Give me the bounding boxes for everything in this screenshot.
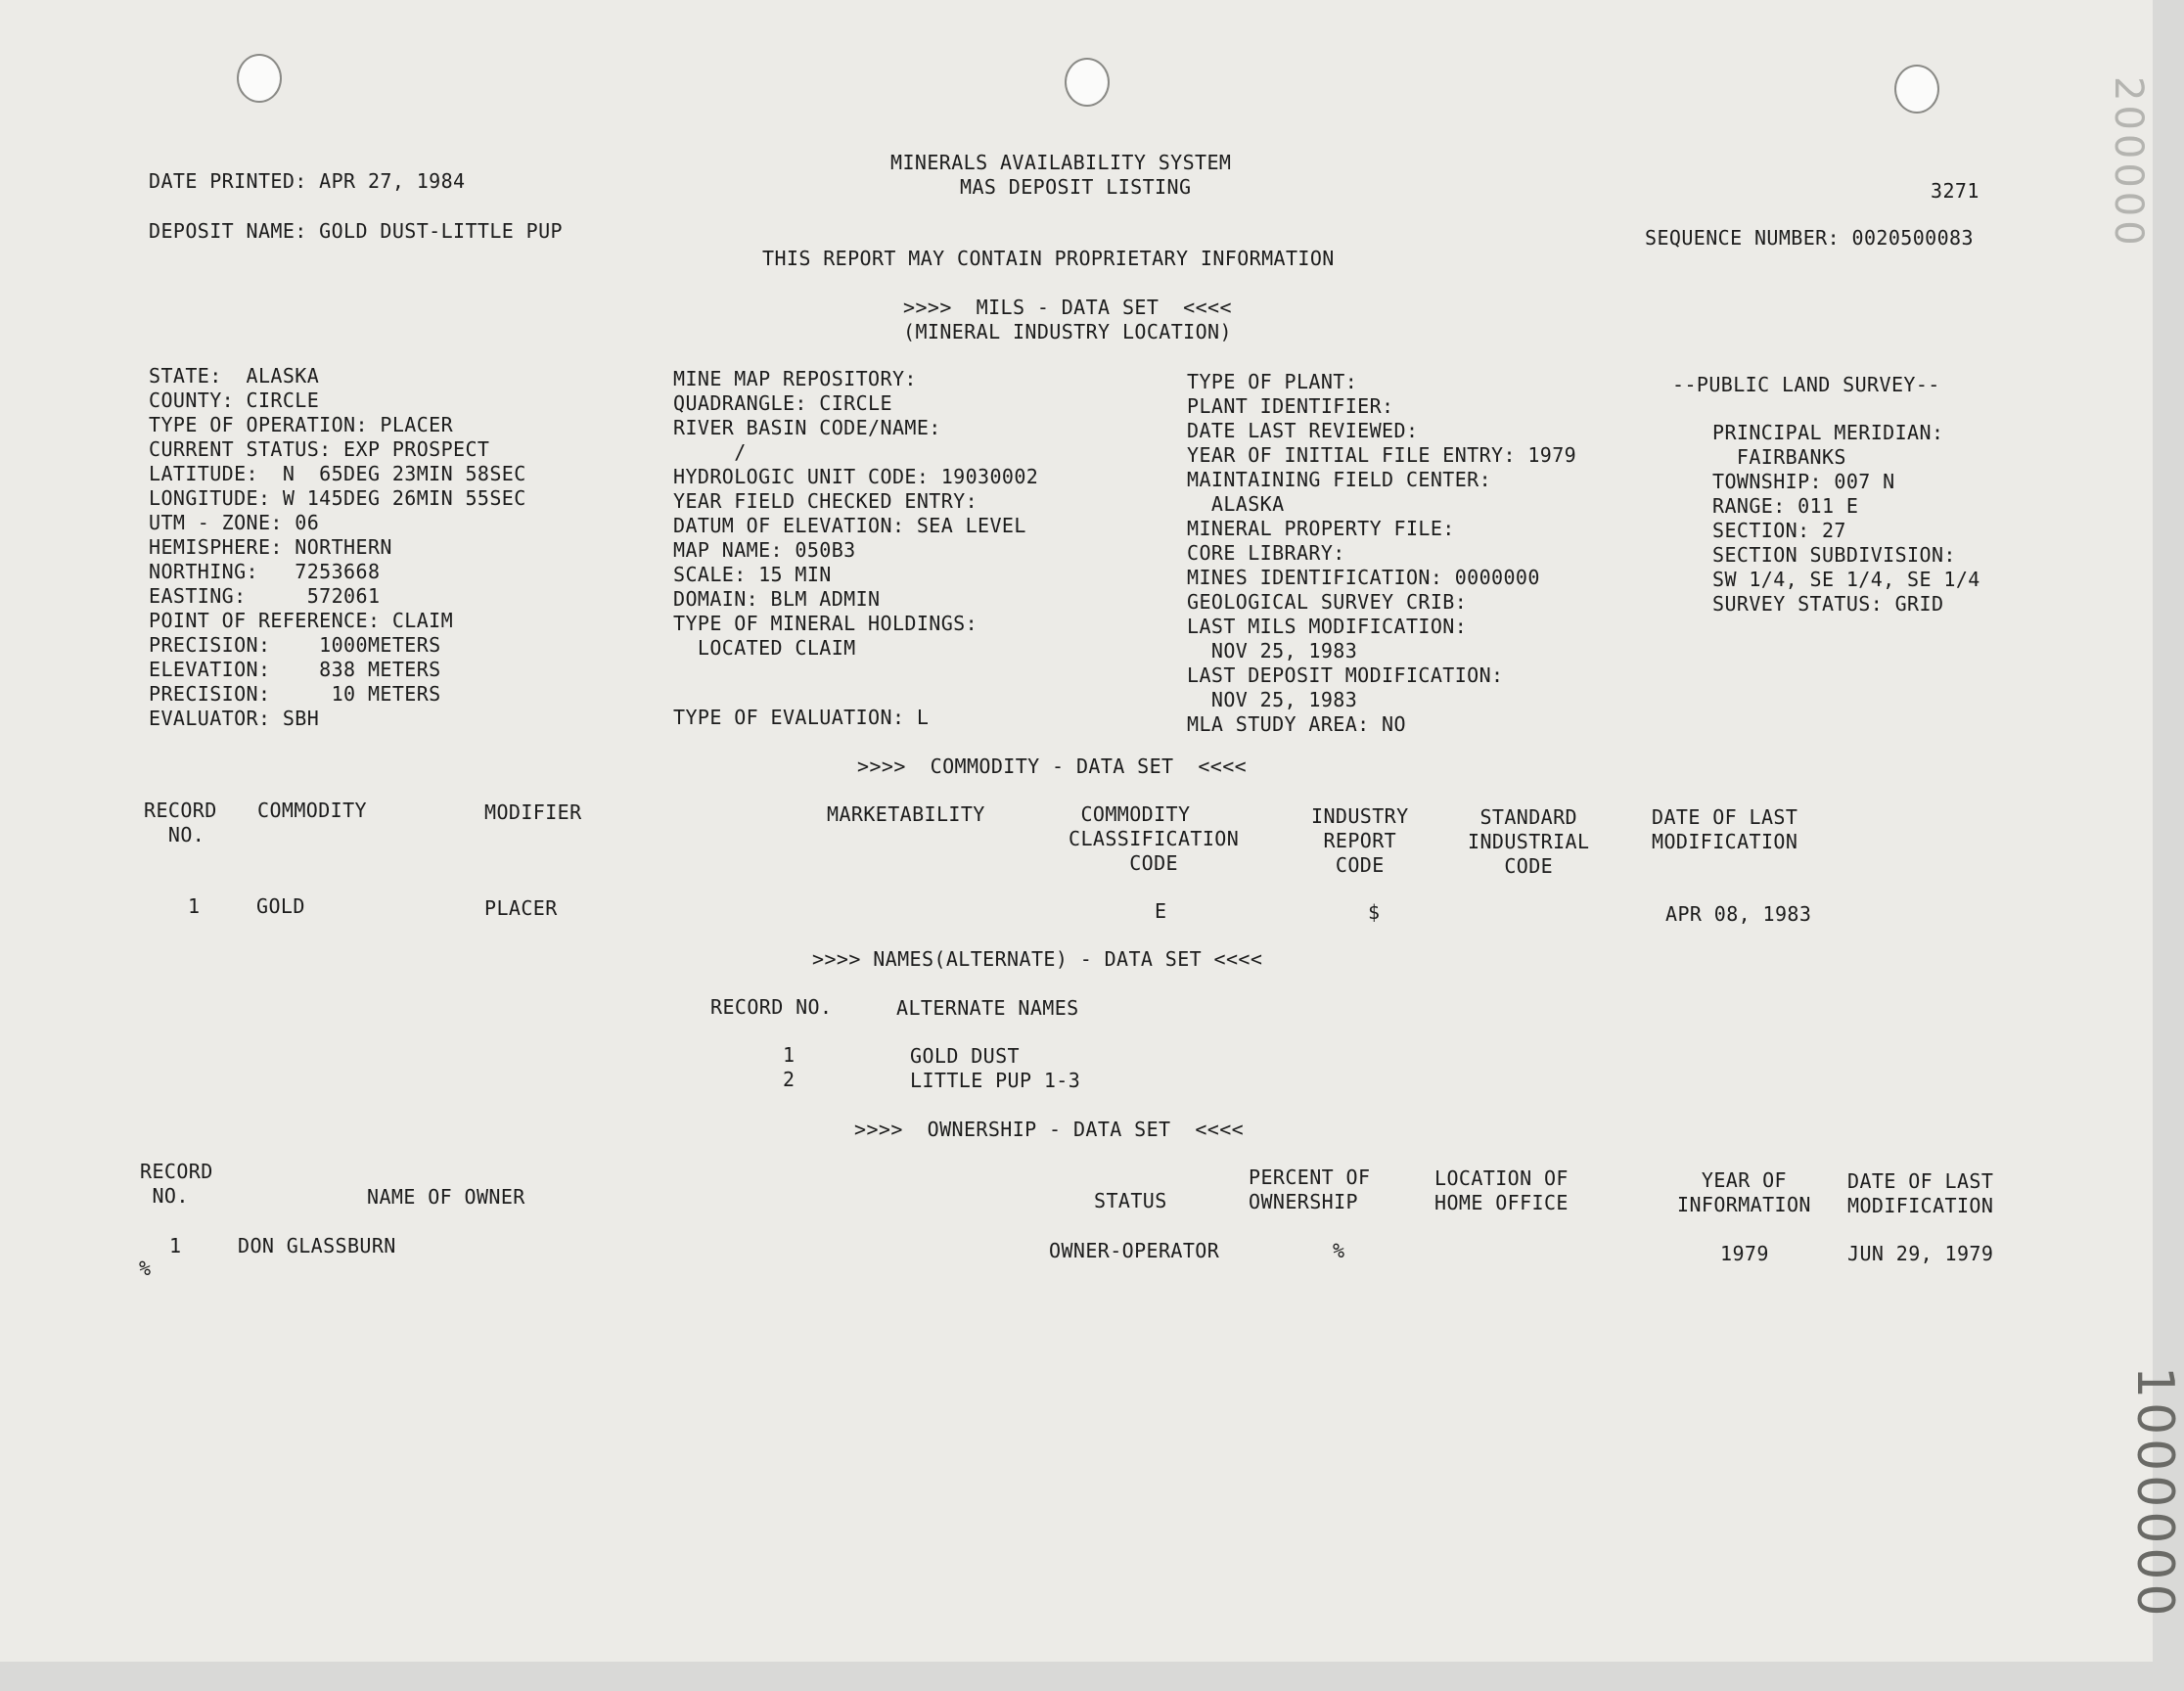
scale-field: SCALE: 15 MIN: [673, 563, 832, 586]
section-subdivision-field: SECTION SUBDIVISION:: [1712, 543, 1956, 567]
mineral-holdings-value: LOCATED CLAIM: [673, 636, 856, 660]
section-field: SECTION: 27: [1712, 519, 1846, 542]
type-of-plant-field: TYPE OF PLANT:: [1187, 370, 1358, 393]
punch-hole-left: [237, 54, 282, 103]
precision-field: PRECISION: 1000METERS: [149, 633, 441, 657]
domain-field: DOMAIN: BLM ADMIN: [673, 587, 881, 611]
commodity-record-no: 1: [188, 894, 201, 918]
owner-last-mod: JUN 29, 1979: [1847, 1242, 1994, 1265]
ownership-header-year: YEAR OF INFORMATION: [1677, 1168, 1811, 1216]
owner-status: OWNER-OPERATOR: [1049, 1239, 1220, 1262]
mines-identification-field: MINES IDENTIFICATION: 0000000: [1187, 566, 1540, 589]
commodity-title: >>>> COMMODITY - DATA SET <<<<: [857, 754, 1248, 778]
commodity-header-classification: COMMODITY CLASSIFICATION CODE: [1069, 802, 1240, 875]
commodity-name: GOLD: [256, 894, 305, 918]
survey-status-field: SURVEY STATUS: GRID: [1712, 592, 1944, 616]
public-land-survey-column: [1712, 421, 1980, 617]
county-field: COUNTY: CIRCLE: [149, 388, 320, 412]
alternate-name: LITTLE PUP 1-3: [910, 1069, 1081, 1092]
proprietary-notice: THIS REPORT MAY CONTAIN PROPRIETARY INFORMATION: [762, 247, 1335, 270]
commodity-header-modifier: MODIFIER: [484, 800, 582, 824]
field-center-field: MAINTAINING FIELD CENTER:: [1187, 468, 1492, 491]
mineral-holdings-field: TYPE OF MINERAL HOLDINGS:: [673, 612, 978, 635]
commodity-header-industry: INDUSTRY REPORT CODE: [1311, 804, 1409, 877]
punch-hole-center: [1065, 58, 1110, 107]
commodity-header-last-mod: DATE OF LAST MODIFICATION: [1652, 805, 1798, 853]
commodity-classification: E: [1155, 899, 1167, 923]
ownership-header-location: LOCATION OF HOME OFFICE: [1434, 1166, 1569, 1214]
commodity-header-commodity: COMMODITY: [257, 799, 367, 822]
hemisphere-field: HEMISPHERE: NORTHERN: [149, 535, 392, 559]
ownership-header-owner: NAME OF OWNER: [367, 1185, 525, 1209]
ownership-title: >>>> OWNERSHIP - DATA SET <<<<: [854, 1118, 1245, 1141]
evaluator-field: EVALUATOR: SBH: [149, 707, 320, 730]
geological-survey-crib-field: GEOLOGICAL SURVEY CRIB:: [1187, 590, 1468, 614]
owner-year: 1979: [1720, 1242, 1769, 1265]
last-mils-modification-value: NOV 25, 1983: [1187, 639, 1358, 663]
datum-of-elevation-field: DATUM OF ELEVATION: SEA LEVEL: [673, 514, 1026, 537]
document-id-stamp: 1000000: [2125, 1366, 2184, 1621]
ownership-header-status: STATUS: [1094, 1189, 1167, 1212]
owner-name: DON GLASSBURN: [238, 1234, 396, 1257]
punch-hole-right: [1894, 65, 1939, 114]
commodity-header-record-no: RECORD NO.: [144, 799, 217, 846]
names-title: >>>> NAMES(ALTERNATE) - DATA SET <<<<: [812, 947, 1263, 971]
river-basin-field: RIVER BASIN CODE/NAME:: [673, 416, 941, 439]
longitude-field: LONGITUDE: W 145DEG 26MIN 55SEC: [149, 486, 526, 510]
mils-map-column: [673, 367, 1038, 661]
operation-type-field: TYPE OF OPERATION: PLACER: [149, 413, 454, 436]
plant-identifier-field: PLANT IDENTIFIER:: [1187, 394, 1394, 418]
township-field: TOWNSHIP: 007 N: [1712, 470, 1895, 493]
names-header-alternate: ALTERNATE NAMES: [896, 996, 1079, 1020]
state-field: STATE: ALASKA: [149, 364, 320, 388]
mine-map-repository-field: MINE MAP REPOSITORY:: [673, 367, 917, 390]
ownership-header-percent: PERCENT OF OWNERSHIP: [1249, 1165, 1371, 1213]
names-header-record-no: RECORD NO.: [710, 995, 833, 1019]
initial-file-entry-field: YEAR OF INITIAL FILE ENTRY: 1979: [1187, 443, 1577, 467]
page-number: 3271: [1931, 179, 1979, 203]
year-field-checked-field: YEAR FIELD CHECKED ENTRY:: [673, 489, 978, 513]
mils-location-column: [149, 364, 526, 731]
elevation-field: ELEVATION: 838 METERS: [149, 658, 441, 681]
mils-title: >>>> MILS - DATA SET <<<<: [903, 296, 1232, 319]
owner-record-no: 1: [169, 1234, 182, 1257]
map-name-field: MAP NAME: 050B3: [673, 538, 856, 562]
type-of-evaluation-field: TYPE OF EVALUATION: L: [673, 706, 930, 729]
mineral-property-file-field: MINERAL PROPERTY FILE:: [1187, 517, 1455, 540]
commodity-modifier: PLACER: [484, 896, 558, 920]
current-status-field: CURRENT STATUS: EXP PROSPECT: [149, 437, 490, 461]
alternate-name: GOLD DUST: [910, 1044, 1020, 1068]
name-record-no: 1: [783, 1043, 796, 1067]
elevation-precision-field: PRECISION: 10 METERS: [149, 682, 441, 706]
principal-meridian-value: FAIRBANKS: [1712, 445, 1846, 469]
field-center-value: ALASKA: [1187, 492, 1285, 516]
listing-title: MAS DEPOSIT LISTING: [960, 175, 1192, 199]
commodity-header-sic: STANDARD INDUSTRIAL CODE: [1468, 805, 1590, 878]
last-deposit-modification-value: NOV 25, 1983: [1187, 688, 1358, 711]
latitude-field: LATITUDE: N 65DEG 23MIN 58SEC: [149, 462, 526, 485]
date-last-reviewed-field: DATE LAST REVIEWED:: [1187, 419, 1419, 442]
hydrologic-unit-field: HYDROLOGIC UNIT CODE: 19030002: [673, 465, 1039, 488]
easting-field: EASTING: 572061: [149, 584, 381, 608]
principal-meridian-field: PRINCIPAL MERIDIAN:: [1712, 421, 1944, 444]
point-of-reference-field: POINT OF REFERENCE: CLAIM: [149, 609, 454, 632]
name-record-no: 2: [783, 1068, 796, 1091]
quadrangle-field: QUADRANGLE: CIRCLE: [673, 391, 892, 415]
last-mils-modification-field: LAST MILS MODIFICATION:: [1187, 615, 1468, 638]
ownership-header-record-no: RECORD NO.: [140, 1160, 213, 1208]
deposit-name: DEPOSIT NAME: GOLD DUST-LITTLE PUP: [149, 219, 563, 243]
date-printed: DATE PRINTED: APR 27, 1984: [149, 169, 466, 193]
commodity-last-mod: APR 08, 1983: [1665, 902, 1812, 926]
system-title: MINERALS AVAILABILITY SYSTEM: [890, 151, 1232, 174]
range-field: RANGE: 011 E: [1712, 494, 1859, 518]
ownership-header-last-mod: DATE OF LAST MODIFICATION: [1847, 1169, 1994, 1217]
commodity-industry-code: $: [1368, 900, 1381, 924]
ownership-footnote: %: [139, 1257, 152, 1280]
owner-percent: %: [1333, 1239, 1345, 1262]
mils-subtitle: (MINERAL INDUSTRY LOCATION): [903, 320, 1232, 343]
northing-field: NORTHING: 7253668: [149, 560, 381, 583]
commodity-header-marketability: MARKETABILITY: [827, 802, 985, 826]
section-subdivision-value: SW 1/4, SE 1/4, SE 1/4: [1712, 568, 1980, 591]
last-deposit-modification-field: LAST DEPOSIT MODIFICATION:: [1187, 663, 1504, 687]
mils-file-column: [1187, 370, 1576, 737]
mla-study-area-field: MLA STUDY AREA: NO: [1187, 712, 1406, 736]
sequence-number: SEQUENCE NUMBER: 0020500083: [1645, 226, 1974, 250]
public-land-survey-title: --PUBLIC LAND SURVEY--: [1672, 373, 1940, 396]
core-library-field: CORE LIBRARY:: [1187, 541, 1345, 565]
utm-zone-field: UTM - ZONE: 06: [149, 511, 320, 534]
faint-id-stamp: 200000: [2106, 76, 2151, 250]
river-basin-value: /: [673, 440, 747, 464]
